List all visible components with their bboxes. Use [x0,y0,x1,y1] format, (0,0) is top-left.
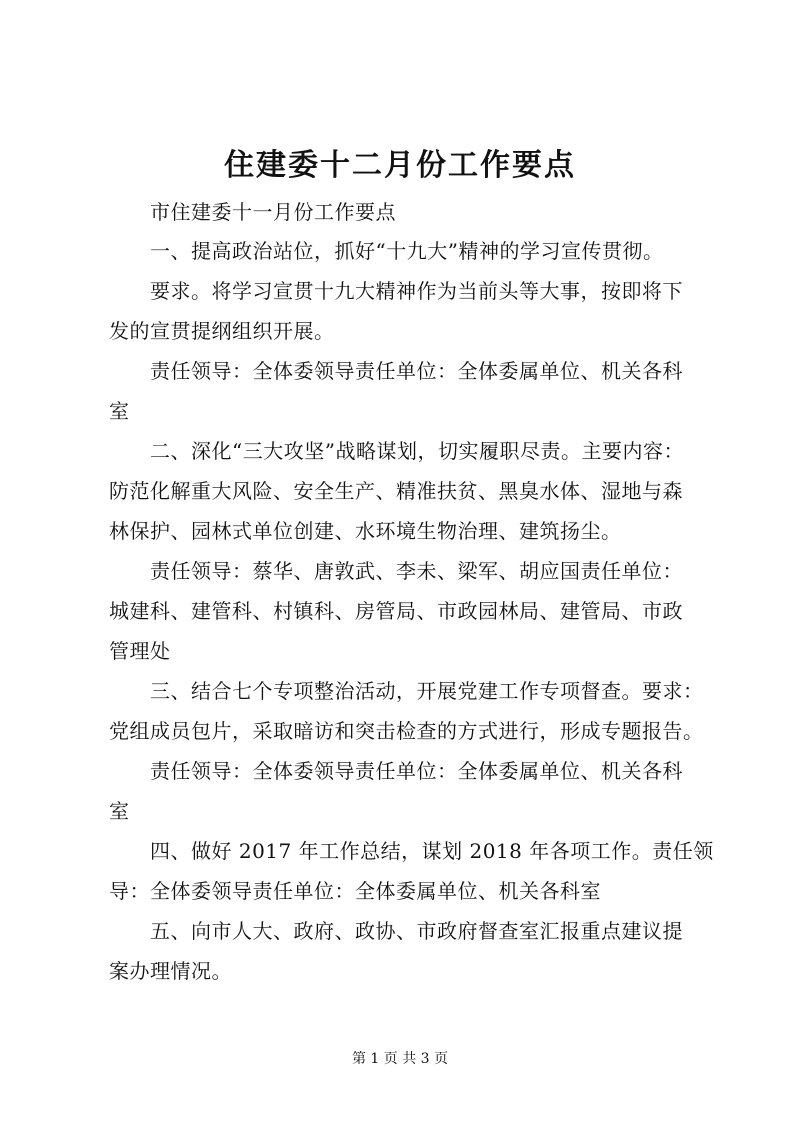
paragraph-line: 林保护、园林式单位创建、水环境生物治理、建筑扬尘。 [109,519,622,543]
paragraph-line: 室 [109,799,130,823]
paragraph-line: 一、提高政治站位，抓好“十九大”精神的学习宣传贯彻。 [150,239,664,263]
paragraph-line: 管理处 [109,639,171,663]
paragraph-line: 责任领导：全体委领导责任单位：全体委属单位、机关各科 [150,359,683,383]
paragraph-line: 三、结合七个专项整治活动，开展党建工作专项督查。要求： [150,679,704,703]
paragraph-line: 二、深化“三大攻坚”战略谋划，切实履职尽责。主要内容： [150,439,684,463]
page-number-footer: 第 1 页 共 3 页 [351,1051,449,1067]
paragraph-line: 五、向市人大、政府、政协、市政府督查室汇报重点建议提 [150,919,683,943]
paragraph-line: 防范化解重大风险、安全生产、精准扶贫、黑臭水体、湿地与森 [109,479,683,503]
paragraph-line: 党组成员包片，采取暗访和突击检查的方式进行，形成专题报告。 [109,719,704,743]
paragraph-line: 要求。将学习宣贯十九大精神作为当前头等大事，按即将下 [150,279,683,303]
paragraph-line: 室 [109,399,130,423]
paragraph-line: 四、做好 2017 年工作总结，谋划 2018 年各项工作。责任领 [150,839,714,863]
paragraph-line: 案办理情况。 [109,959,232,983]
paragraph-line: 导：全体委领导责任单位：全体委属单位、机关各科室 [109,879,601,903]
paragraph-line: 责任领导：全体委领导责任单位：全体委属单位、机关各科 [150,759,683,783]
paragraph-line: 发的宣贯提纲组织开展。 [109,319,335,343]
paragraph-line: 市住建委十一月份工作要点 [150,200,396,224]
paragraph-line: 责任领导：蔡华、唐敦武、李未、梁军、胡应国责任单位： [150,559,683,583]
document-title: 住建委十二月份工作要点 [224,148,576,183]
paragraph-line: 城建科、建管科、村镇科、房管局、市政园林局、建管局、市政 [109,599,683,623]
